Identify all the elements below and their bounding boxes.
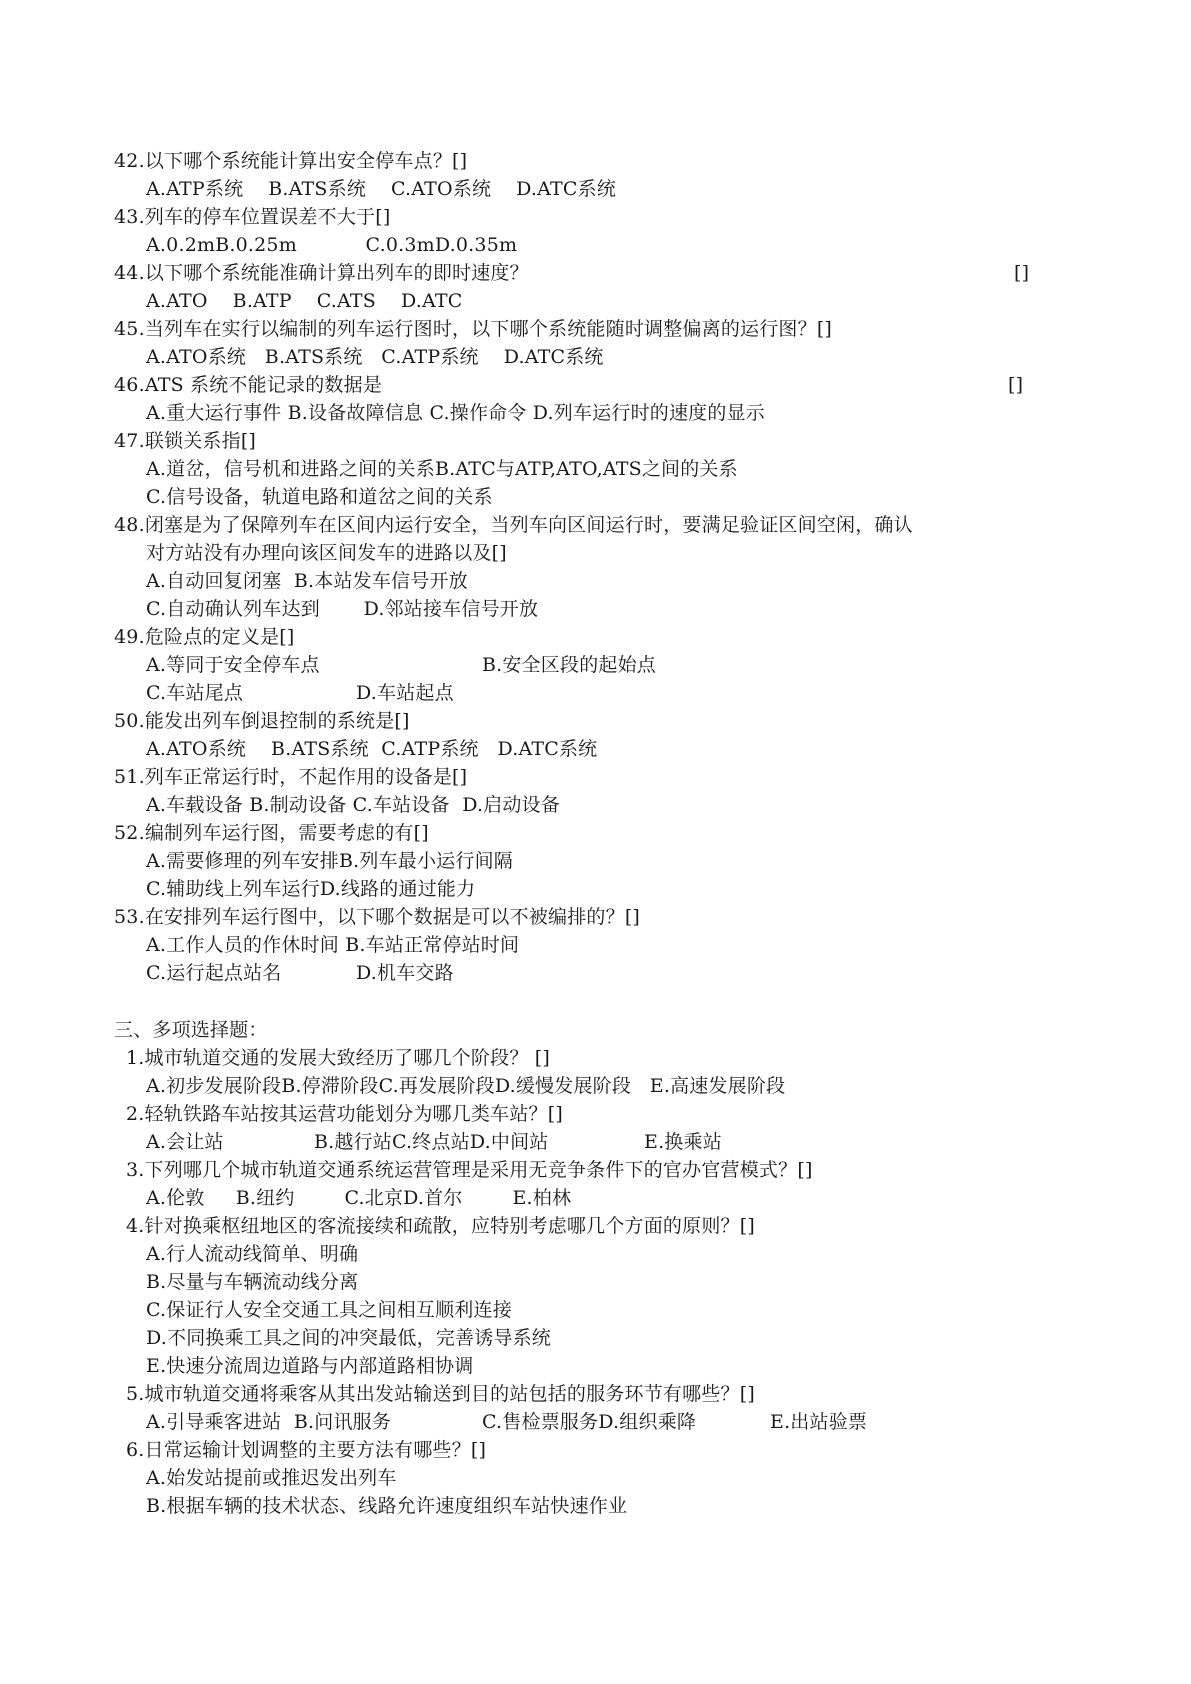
- mc-option-4-d: D.不同换乘工具之间的冲突最低，完善诱导系统: [146, 1327, 551, 1349]
- mc-question-3: 3.下列哪几个城市轨道交通系统运营管理是采用无竞争条件下的官办官营模式？[]: [126, 1159, 813, 1181]
- mc-option-6-b: B.根据车辆的技术状态、线路允许速度组织车站快速作业: [146, 1495, 628, 1517]
- question-48-cont: 对方站没有办理向该区间发车的进路以及[]: [146, 542, 507, 564]
- options-48-cd: C.自动确认列车达到 D.邻站接车信号开放: [146, 598, 539, 620]
- options-42: A.ATP系统 B.ATS系统 C.ATO系统 D.ATC系统: [146, 178, 617, 200]
- options-45: A.ATO系统 B.ATS系统 C.ATP系统 D.ATC系统: [146, 346, 604, 368]
- question-47: 47.联锁关系指[]: [114, 430, 257, 452]
- options-44: A.ATO B.ATP C.ATS D.ATC: [146, 290, 463, 312]
- option-49-c: C.车站尾点: [146, 682, 244, 704]
- mc-option-2-a: A.会让站: [146, 1131, 224, 1153]
- mc-question-5: 5.城市轨道交通将乘客从其出发站输送到目的站包括的服务环节有哪些？[]: [126, 1383, 755, 1405]
- question-45: 45.当列车在实行以编制的列车运行图时，以下哪个系统能随时调整偏离的运行图？[]: [114, 318, 833, 340]
- question-51: 51.列车正常运行时，不起作用的设备是[]: [114, 766, 468, 788]
- options-47-ab: A.道岔，信号机和进路之间的关系B.ATC与ATP,ATO,ATS之间的关系: [146, 458, 738, 480]
- question-49: 49.危险点的定义是[]: [114, 626, 295, 648]
- mc-option-4-b: B.尽量与车辆流动线分离: [146, 1271, 359, 1293]
- mc-options-1: A.初步发展阶段B.停滞阶段C.再发展阶段D.缓慢发展阶段 E.高速发展阶段: [146, 1075, 786, 1097]
- mc-options-2-bcd: B.越行站C.终点站D.中间站: [314, 1131, 549, 1153]
- answer-bracket-44: []: [1014, 262, 1030, 284]
- mc-options-5-cd: C.售检票服务D.组织乘降: [482, 1411, 697, 1433]
- question-50: 50.能发出列车倒退控制的系统是[]: [114, 710, 410, 732]
- mc-option-5-e: E.出站验票: [770, 1411, 868, 1433]
- question-46: 46.ATS 系统不能记录的数据是: [114, 374, 383, 396]
- options-46: A.重大运行事件 B.设备故障信息 C.操作命令 D.列车运行时的速度的显示: [146, 402, 765, 424]
- mc-question-4: 4.针对换乘枢纽地区的客流接续和疏散，应特别考虑哪几个方面的原则？[]: [126, 1215, 755, 1237]
- options-47-c: C.信号设备，轨道电路和道岔之间的关系: [146, 486, 493, 508]
- question-53: 53.在安排列车运行图中，以下哪个数据是可以不被编排的？[]: [114, 906, 641, 928]
- option-49-d: D.车站起点: [356, 682, 454, 704]
- question-43: 43.列车的停车位置误差不大于[]: [114, 206, 391, 228]
- mc-options-5-ab: A.引导乘客进站 B.问讯服务: [146, 1411, 392, 1433]
- answer-bracket-46: []: [1008, 374, 1024, 396]
- options-52-cd: C.辅助线上列车运行D.线路的通过能力: [146, 878, 476, 900]
- option-49-a: A.等同于安全停车点: [146, 654, 320, 676]
- mc-option-4-e: E.快速分流周边道路与内部道路相协调: [146, 1355, 474, 1377]
- mc-option-6-a: A.始发站提前或推迟发出列车: [146, 1467, 397, 1489]
- question-42: 42.以下哪个系统能计算出安全停车点？[]: [114, 150, 468, 172]
- mc-question-6: 6.日常运输计划调整的主要方法有哪些？[]: [126, 1439, 487, 1461]
- mc-question-2: 2.轻轨铁路车站按其运营功能划分为哪几类车站？[]: [126, 1103, 563, 1125]
- options-52-ab: A.需要修理的列车安排B.列车最小运行间隔: [146, 850, 513, 872]
- mc-question-1: 1.城市轨道交通的发展大致经历了哪几个阶段？ []: [126, 1047, 550, 1069]
- question-44: 44.以下哪个系统能准确计算出列车的即时速度？: [114, 262, 529, 284]
- options-48-ab: A.自动回复闭塞 B.本站发车信号开放: [146, 570, 468, 592]
- question-48: 48.闭塞是为了保障列车在区间内运行安全，当列车向区间运行时，要满足验证区间空闲，确认: [114, 514, 913, 536]
- option-49-b: B.安全区段的起始点: [482, 654, 657, 676]
- mc-option-2-e: E.换乘站: [644, 1131, 722, 1153]
- options-51: A.车载设备 B.制动设备 C.车站设备 D.启动设备: [146, 794, 561, 816]
- question-52: 52.编制列车运行图，需要考虑的有[]: [114, 822, 429, 844]
- options-50: A.ATO系统 B.ATS系统 C.ATP系统 D.ATC系统: [146, 738, 598, 760]
- mc-option-4-c: C.保证行人安全交通工具之间相互顺利连接: [146, 1299, 512, 1321]
- options-53-ab: A.工作人员的作休时间 B.车站正常停站时间: [146, 934, 520, 956]
- options-43: A.0.2mB.0.25m C.0.3mD.0.35m: [146, 234, 518, 256]
- option-53-c: C.运行起点站名: [146, 962, 282, 984]
- mc-options-3: A.伦敦 B.纽约 C.北京D.首尔 E.柏林: [146, 1187, 572, 1209]
- mc-option-4-a: A.行人流动线简单、明确: [146, 1243, 359, 1265]
- option-53-d: D.机车交路: [356, 962, 454, 984]
- section-heading-multiple-choice: 三、多项选择题：: [114, 1019, 268, 1041]
